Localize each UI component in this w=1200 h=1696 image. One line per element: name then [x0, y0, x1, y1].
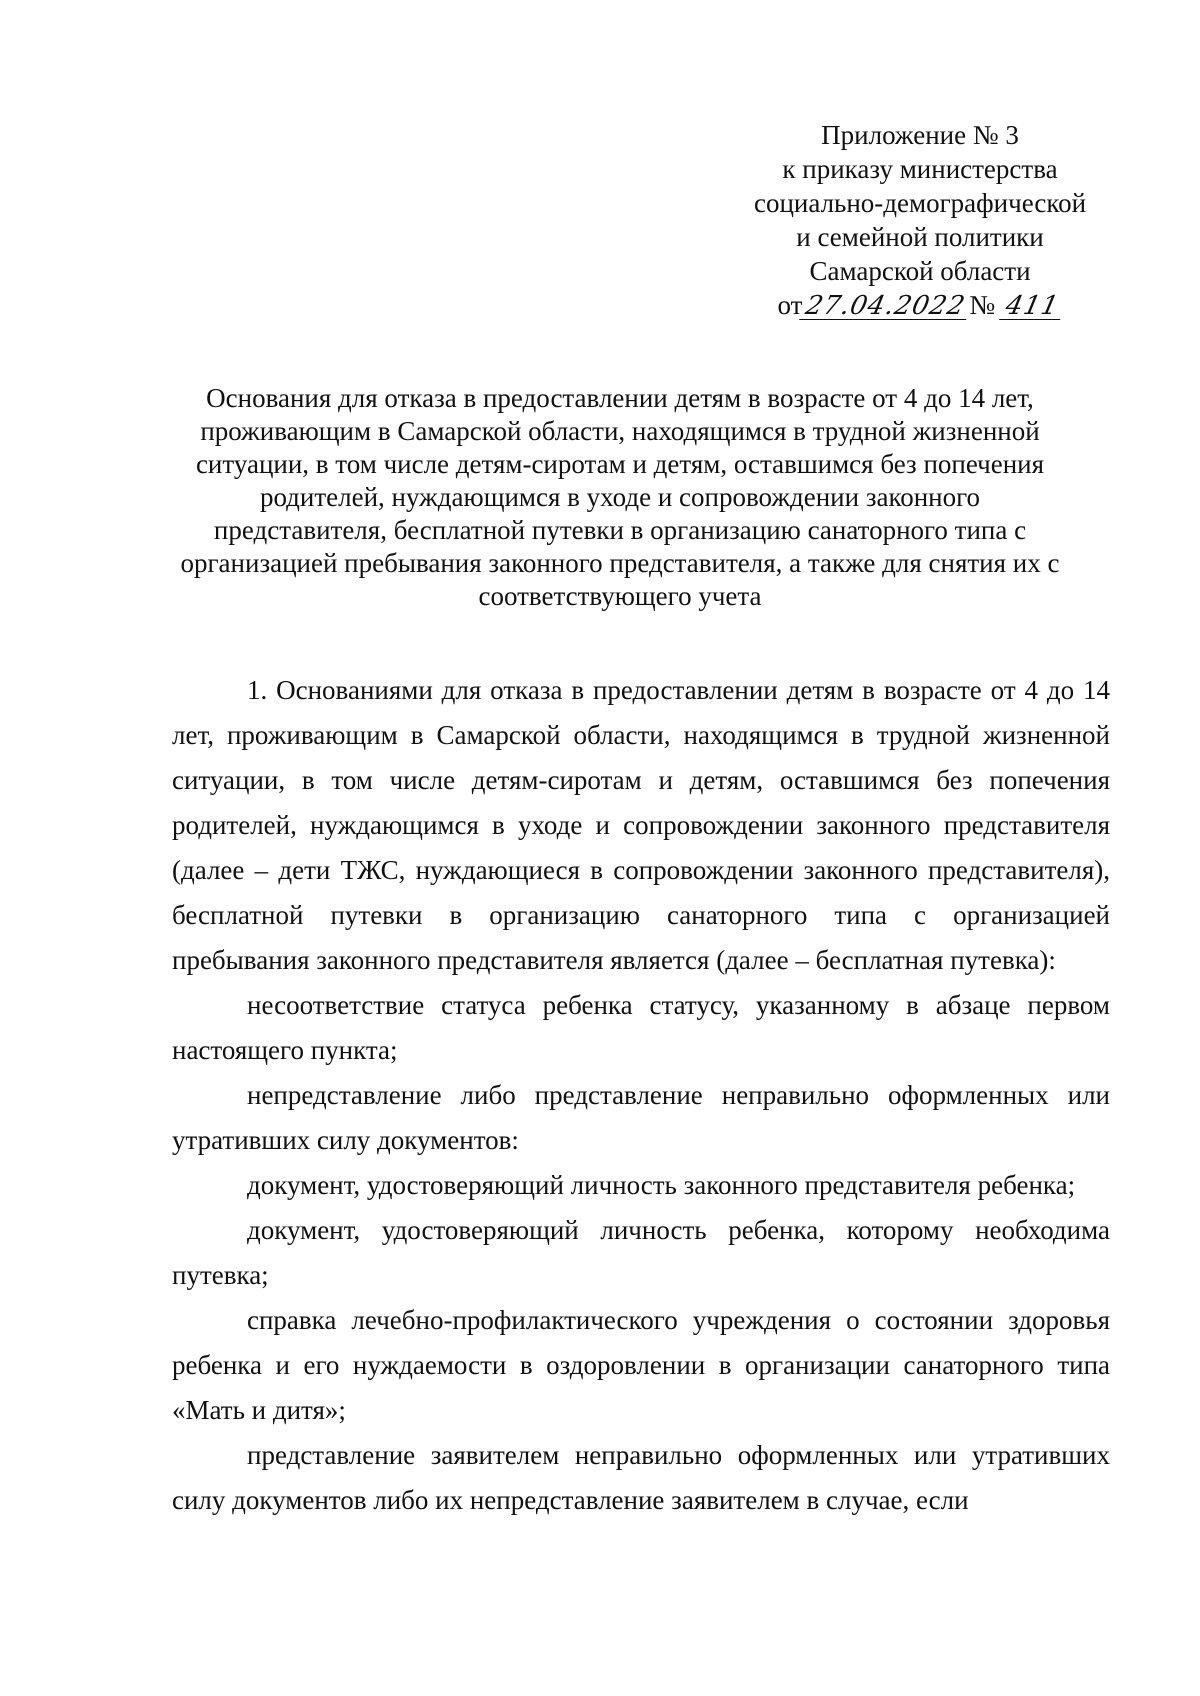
title-line: Основания для отказа в предоставлении детям в возрасте от 4 до 14 лет, [206, 383, 1034, 413]
title-line: родителей, нуждающимся в уходе и сопровождении законного [259, 482, 981, 512]
approval-line-region: Самарской области [809, 256, 1031, 286]
order-date-number [778, 288, 1063, 322]
document-body [172, 668, 1110, 1523]
approval-line-order: к приказу министерства [782, 154, 1058, 184]
title-line: представителя, бесплатной путевки в организацию санаторного типа с [213, 515, 1027, 545]
number-prefix: № [969, 290, 996, 320]
paragraph-status-mismatch: несоответствие статуса ребенка статусу, указанному в абзаце первом настоящего пункта; [172, 990, 1110, 1065]
approval-line-ministry: социально-демографической [753, 188, 1087, 218]
paragraph-documents-missing: непредставление либо представление неправильно оформленных или утративших силу документов: [172, 1080, 1110, 1155]
title-line: проживающим в Самарской области, находящимся в трудной жизненной [200, 416, 1040, 446]
paragraph-invalid-documents: представление заявителем неправильно оформленных или утративших силу документов либо их непредставление заявителем в случае, если [172, 1440, 1110, 1515]
paragraph-parent-id: документ, удостоверяющий личность законного представителя ребенка; [247, 1170, 1076, 1200]
appendix-number: Приложение № 3 [821, 120, 1019, 150]
handwritten-number: 411 [999, 293, 1065, 320]
handwritten-date: 27.04.2022 [800, 293, 973, 320]
title-line: организацией пребывания законного представителя, а также для снятия их с [180, 548, 1060, 578]
approval-line-policy: и семейной политики [796, 222, 1044, 252]
paragraph-1-grounds: 1. Основаниями для отказа в предоставлении детям в возрасте от 4 до 14 лет, проживающим в Самарской области, находящимся в трудной жизненной ситуации, в том числе детям-сиротам и детям, оставшимся без попечения родителей, нуждающимся в уходе и сопровождении законного представителя (далее – дети ТЖС, нуждающиеся в сопровождении законного представителя), бесплатной путевки в организацию санаторного типа с организацией пребывания законного представителя является (далее – бесплатная путевка): [172, 675, 1110, 975]
paragraph-medical-certificate: справка лечебно-профилактического учреждения о состоянии здоровья ребенка и его нуждаемости в оздоровлении в организации санаторного типа «Мать и дитя»; [172, 1305, 1110, 1425]
title-line: ситуации, в том числе детям-сиротам и детям, оставшимся без попечения [195, 449, 1045, 479]
paragraph-child-id: документ, удостоверяющий личность ребенка, которому необходима путевка; [172, 1215, 1110, 1290]
approval-block [730, 118, 1110, 322]
document-title [170, 382, 1070, 613]
title-line: соответствующего учета [478, 581, 762, 611]
date-prefix: от [777, 290, 803, 320]
